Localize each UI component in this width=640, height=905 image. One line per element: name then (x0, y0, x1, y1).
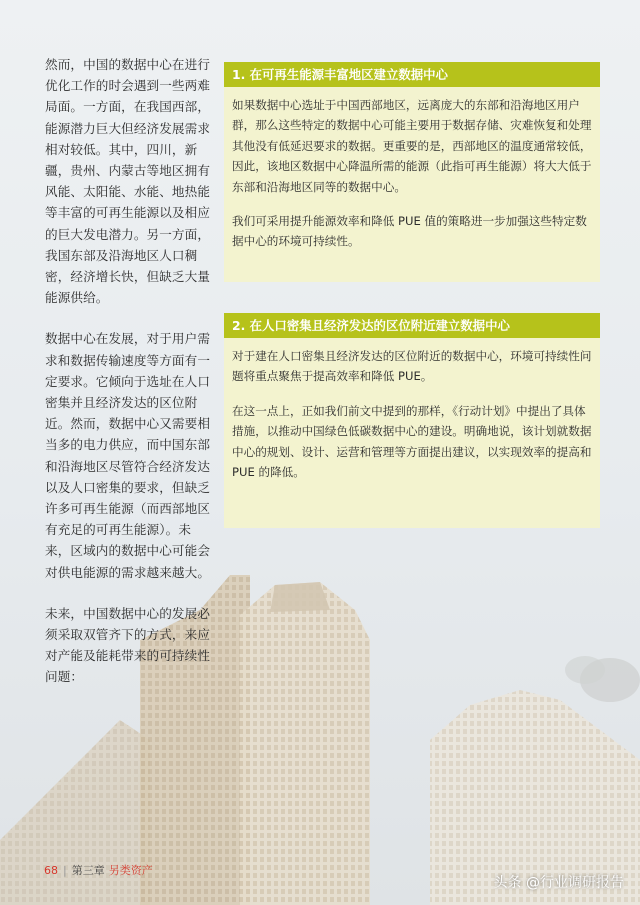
page-number: 68 (44, 864, 58, 877)
callout-body-2 (224, 338, 600, 482)
callout-2-paragraph-1: 对于建在人口密集且经济发达的区位附近的数据中心，环境可持续性问题将重点聚焦于提高效率和降低 PUE。 (232, 349, 592, 384)
footer-separator: | (63, 864, 67, 877)
page-footer (44, 862, 153, 878)
left-paragraph-3: 未来，中国数据中心的发展必须采取双管齐下的方式，来应对产能及能耗带来的可持续性问题： (45, 605, 211, 685)
left-paragraph-2: 数据中心在发展，对于用户需求和数据传输速度等方面有一定要求。它倾向于选址在人口密集并且经济发达的区位附近。然而，数据中心又需要相当多的电力供应，而中国东部和沿海地区尽管符合经济发达以及人口密集的要求，但缺乏许多可再生能源（而西部地区有充足的可再生能源）。未来，区域内的数据中心可能会对供电能源的需求越来越大。 (45, 331, 211, 580)
callout-heading-2: 2. 在人口密集且经济发达的区位附近建立数据中心 (224, 313, 600, 338)
callout-body-1 (224, 87, 600, 252)
callout-1-paragraph-2: 我们可采用提升能源效率和降低 PUE 值的策略进一步加强这些特定数据中心的环境可持续性。 (232, 214, 587, 249)
left-text-column (45, 54, 213, 708)
section-label: 另类资产 (108, 864, 153, 877)
chapter-label: 第三章 (71, 864, 105, 877)
watermark: 头条 @行业调研报告 (493, 875, 624, 891)
callout-box-dense-areas (224, 313, 600, 528)
callout-2-paragraph-2: 在这一点上，正如我们前文中提到的那样，《行动计划》中提出了具体措施，以推动中国绿色低碳数据中心的建设。明确地说，该计划就数据中心的规划、设计、运营和管理等方面提出建议，以实现效率的提高和 PUE 的降低。 (232, 403, 592, 480)
callout-box-renewable (224, 62, 600, 282)
callout-heading-1: 1. 在可再生能源丰富地区建立数据中心 (224, 62, 600, 87)
callout-1-paragraph-1: 如果数据中心选址于中国西部地区，远离庞大的东部和沿海地区用户群，那么这些特定的数据中心可能主要用于数据存储、灾难恢复和处理其他没有低延迟要求的数据。更重要的是，西部地区的温度通常较低，因此，该地区数据中心降温所需的能源（此指可再生能源）将大大低于东部和沿海地区同等的数据中心。 (232, 98, 592, 194)
left-paragraph-1: 然而，中国的数据中心在进行优化工作的时会遇到一些两难局面。一方面，在我国西部，能源潜力巨大但经济发展需求相对较低。其中，四川，新疆，贵州、内蒙古等地区拥有风能、太阳能、水能、地热能等丰富的可再生能源以及相应的巨大发电潜力。另一方面，我国东部及沿海地区人口稠密，经济增长快，但缺乏大量能源供给。 (45, 57, 211, 306)
